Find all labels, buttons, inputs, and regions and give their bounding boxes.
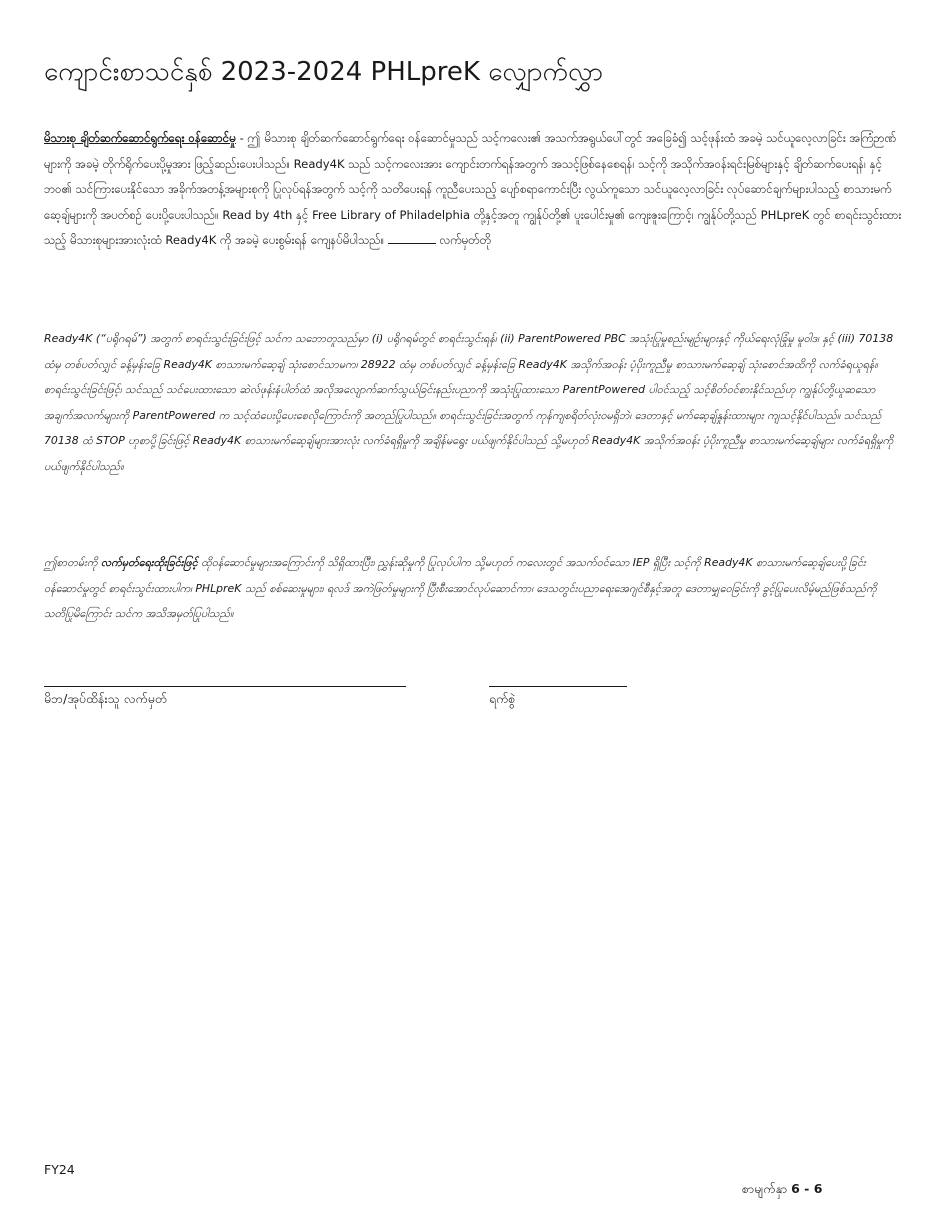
parent-signature-line[interactable] — [44, 686, 406, 687]
page-title: ကျောင်းစာသင်နှစ် 2023-2024 PHLpreK လျှောက်လွှာ — [44, 57, 604, 87]
family-connection-paragraph — [44, 126, 902, 254]
page-separator: - — [799, 1181, 814, 1196]
initials-blank-line[interactable] — [388, 231, 436, 244]
page-current: 6 — [791, 1181, 800, 1196]
ready4k-terms-paragraph: Ready4K (“ပရိုဂရမ်”) အတွက် စာရင်းသွင်းခြင်းဖြင့် သင်က သဘောတူသည်မှာ (i) ပရိုဂရမ်တွင် စာရင်းသွင်းရန်၊ (ii) ParentPowered PBC အသုံးပြုမှုစည်းမျဉ်းများနှင့် ကိုယ်ရေးလုံခြုံမှု မူဝါဒ၊ နှင့် (iii) 70138 ထံမှ တစ်ပတ်လျှင် ခန့်မှန်းခြေ Ready4K စာသားမက်ဆေ့ချ် သုံးစောင်သာမက၊ 28922 ထံမှ တစ်ပတ်လျှင် ခန့်မှန်းခြေ Ready4K အသိုက်အဝန်း ပံ့ပိုးကူညီမှု စာသားမက်ဆေ့ချ် သုံးစောင်အထိကို လက်ခံရယူရန်။ စာရင်းသွင်းခြင်းဖြင့်၊ သင်သည် သင်ပေးထားသော ဆဲလ်ဖုန်းနံပါတ်ထံ အလိုအလျောက်ဆက်သွယ်ခြင်းနည်းပညာကို အသုံးပြုထားသော ParentPowered ပါဝင်သည့် သင့်စိတ်ဝင်စားနိုင်သည်ဟု ကျွန်ုပ်တို့ယူဆသော အချက်အလက်များကို ParentPowered က သင့်ထံပေးပို့ပေးစေလိုကြောင်းကို အတည်ပြုပါသည်။ စာရင်းသွင်းခြင်းအတွက် ကုန်ကျစရိတ်လုံးဝမရှိဘဲ၊ ဒေတာနှင့် မက်ဆေ့ချ်နှုန်းထားများ ကျသင့်နိုင်ပါသည်။ သင်သည် 70138 ထံ STOP ဟုစာပို့ခြင်းဖြင့် Ready4K စာသားမက်ဆေ့ချ်များအားလုံး လက်ခံရရှိမှုကို အချိန်မရွေး ပယ်ဖျက်နိုင်ပါသည် သို့မဟုတ် Ready4K အသိုက်အဝန်း ပံ့ပိုးကူညီမှု စာသားမက်ဆေ့ချ်များ လက်ခံရရှိမှုကို ပယ်ဖျက်နိုင်ပါသည်။ — [44, 332, 894, 473]
family-connection-body: - ဤ မိသားစု ချိတ်ဆက်ဆောင်ရွက်ရေး ဝန်ဆောင်မှုသည် သင့်ကလေး၏ အသက်အရွယ်ပေါ်တွင် အခြေခံ၍ သင့်ဖုန်းထံ အခမဲ့ သင်ယူလေ့လာခြင်း အကြံဉာဏ်များကို အခမဲ့ တိုက်ရိုက်ပေးပို့မှုအား ဖြည့်ဆည်းပေးပါသည်။ Ready4K သည် သင့်ကလေးအား ကျောင်းတက်ရန်အတွက် အသင့်ဖြစ်နေစေရန်၊ သင့်ကို အသိုက်အဝန်းရင်းမြစ်များနှင့် ချိတ်ဆက်ပေးရန်၊ နှင့် ဘဝ၏ သင်ကြားပေးနိုင်သော အခိုက်အတန့်အများစုကို ပြုလုပ်ရန်အတွက် သင့်ကို သတိပေးရန် ကူညီပေးသည့် ပျော်စရာကောင်းပြီး လွယ်ကူသော သင်ယူလေ့လာခြင်း လုပ်ဆောင်ချက်များပါသည့် စာသားမက်ဆေ့ချ်များကို အပတ်စဉ် ပေးပို့ပေးပါသည်။ Read by 4th နှင့် Free Library of Philadelphia တို့နှင့်အတူ ကျွန်ုပ်တို့၏ ပူးပေါင်းမှု၏ ကျေးဇူးကြောင့်၊ ကျွန်ုပ်တို့သည် PHLpreK တွင် စာရင်းသွင်းထားသည့် မိသားစုများအားလုံးထံ Ready4K ကို အခမဲ့ ပေးစွမ်းရန် ကျေနပ်မိပါသည်။ — [44, 131, 902, 247]
acknowledgement-emphasis: လက်မှတ်ရေးထိုးခြင်းဖြင့် — [100, 556, 198, 569]
parent-signature-label: မိဘ/အုပ်ထိန်းသူ လက်မှတ် — [44, 691, 168, 706]
signature-acknowledgement-paragraph — [44, 550, 902, 627]
fiscal-year-label: FY24 — [44, 1162, 75, 1177]
page-prefix: စာမျက်နှာ — [742, 1181, 792, 1196]
date-label: ရက်စွဲ — [489, 691, 516, 706]
page-number — [742, 1178, 822, 1200]
family-connection-heading: မိသားစု ချိတ်ဆက်ဆောင်ရွက်ရေး ဝန်ဆောင်မှု — [44, 131, 236, 145]
page-total: 6 — [813, 1181, 823, 1196]
initials-label: လက်မှတ်တို — [439, 233, 491, 247]
acknowledgement-body: ထိုဝန်ဆောင်မှုများအကြောင်းကို သိရှိထားပြီး၊ ညွှန်းဆိုမှုကို ပြုလုပ်ပါက သို့မဟုတ် ကလေးတွင် အသက်ဝင်သော IEP ရှိပြီး သင့်ကို Ready4K စာသားမက်ဆေ့ချ်ပေးပို့ခြင်း ဝန်ဆောင်မှုတွင် စာရင်းသွင်းထားပါက၊ PHLpreK သည် စစ်ဆေးမှုများ၊ ရလဒ် အကဲဖြတ်မှုများကို ပြီးစီးအောင်လုပ်ဆောင်ကာ၊ ဒေသတွင်းပညာရေးအေဂျင်စီနှင့်အတူ ဒေတာမျှဝေခြင်းကို ခွင့်ပြုပေးလိမ့်မည်ဖြစ်သည်ကို သတိပြုမိကြောင်း သင်က အသိအမှတ်ပြုပါသည်။ — [44, 556, 877, 620]
date-signature-line[interactable] — [489, 686, 627, 687]
acknowledgement-intro: ဤစာတမ်းကို — [44, 556, 101, 569]
